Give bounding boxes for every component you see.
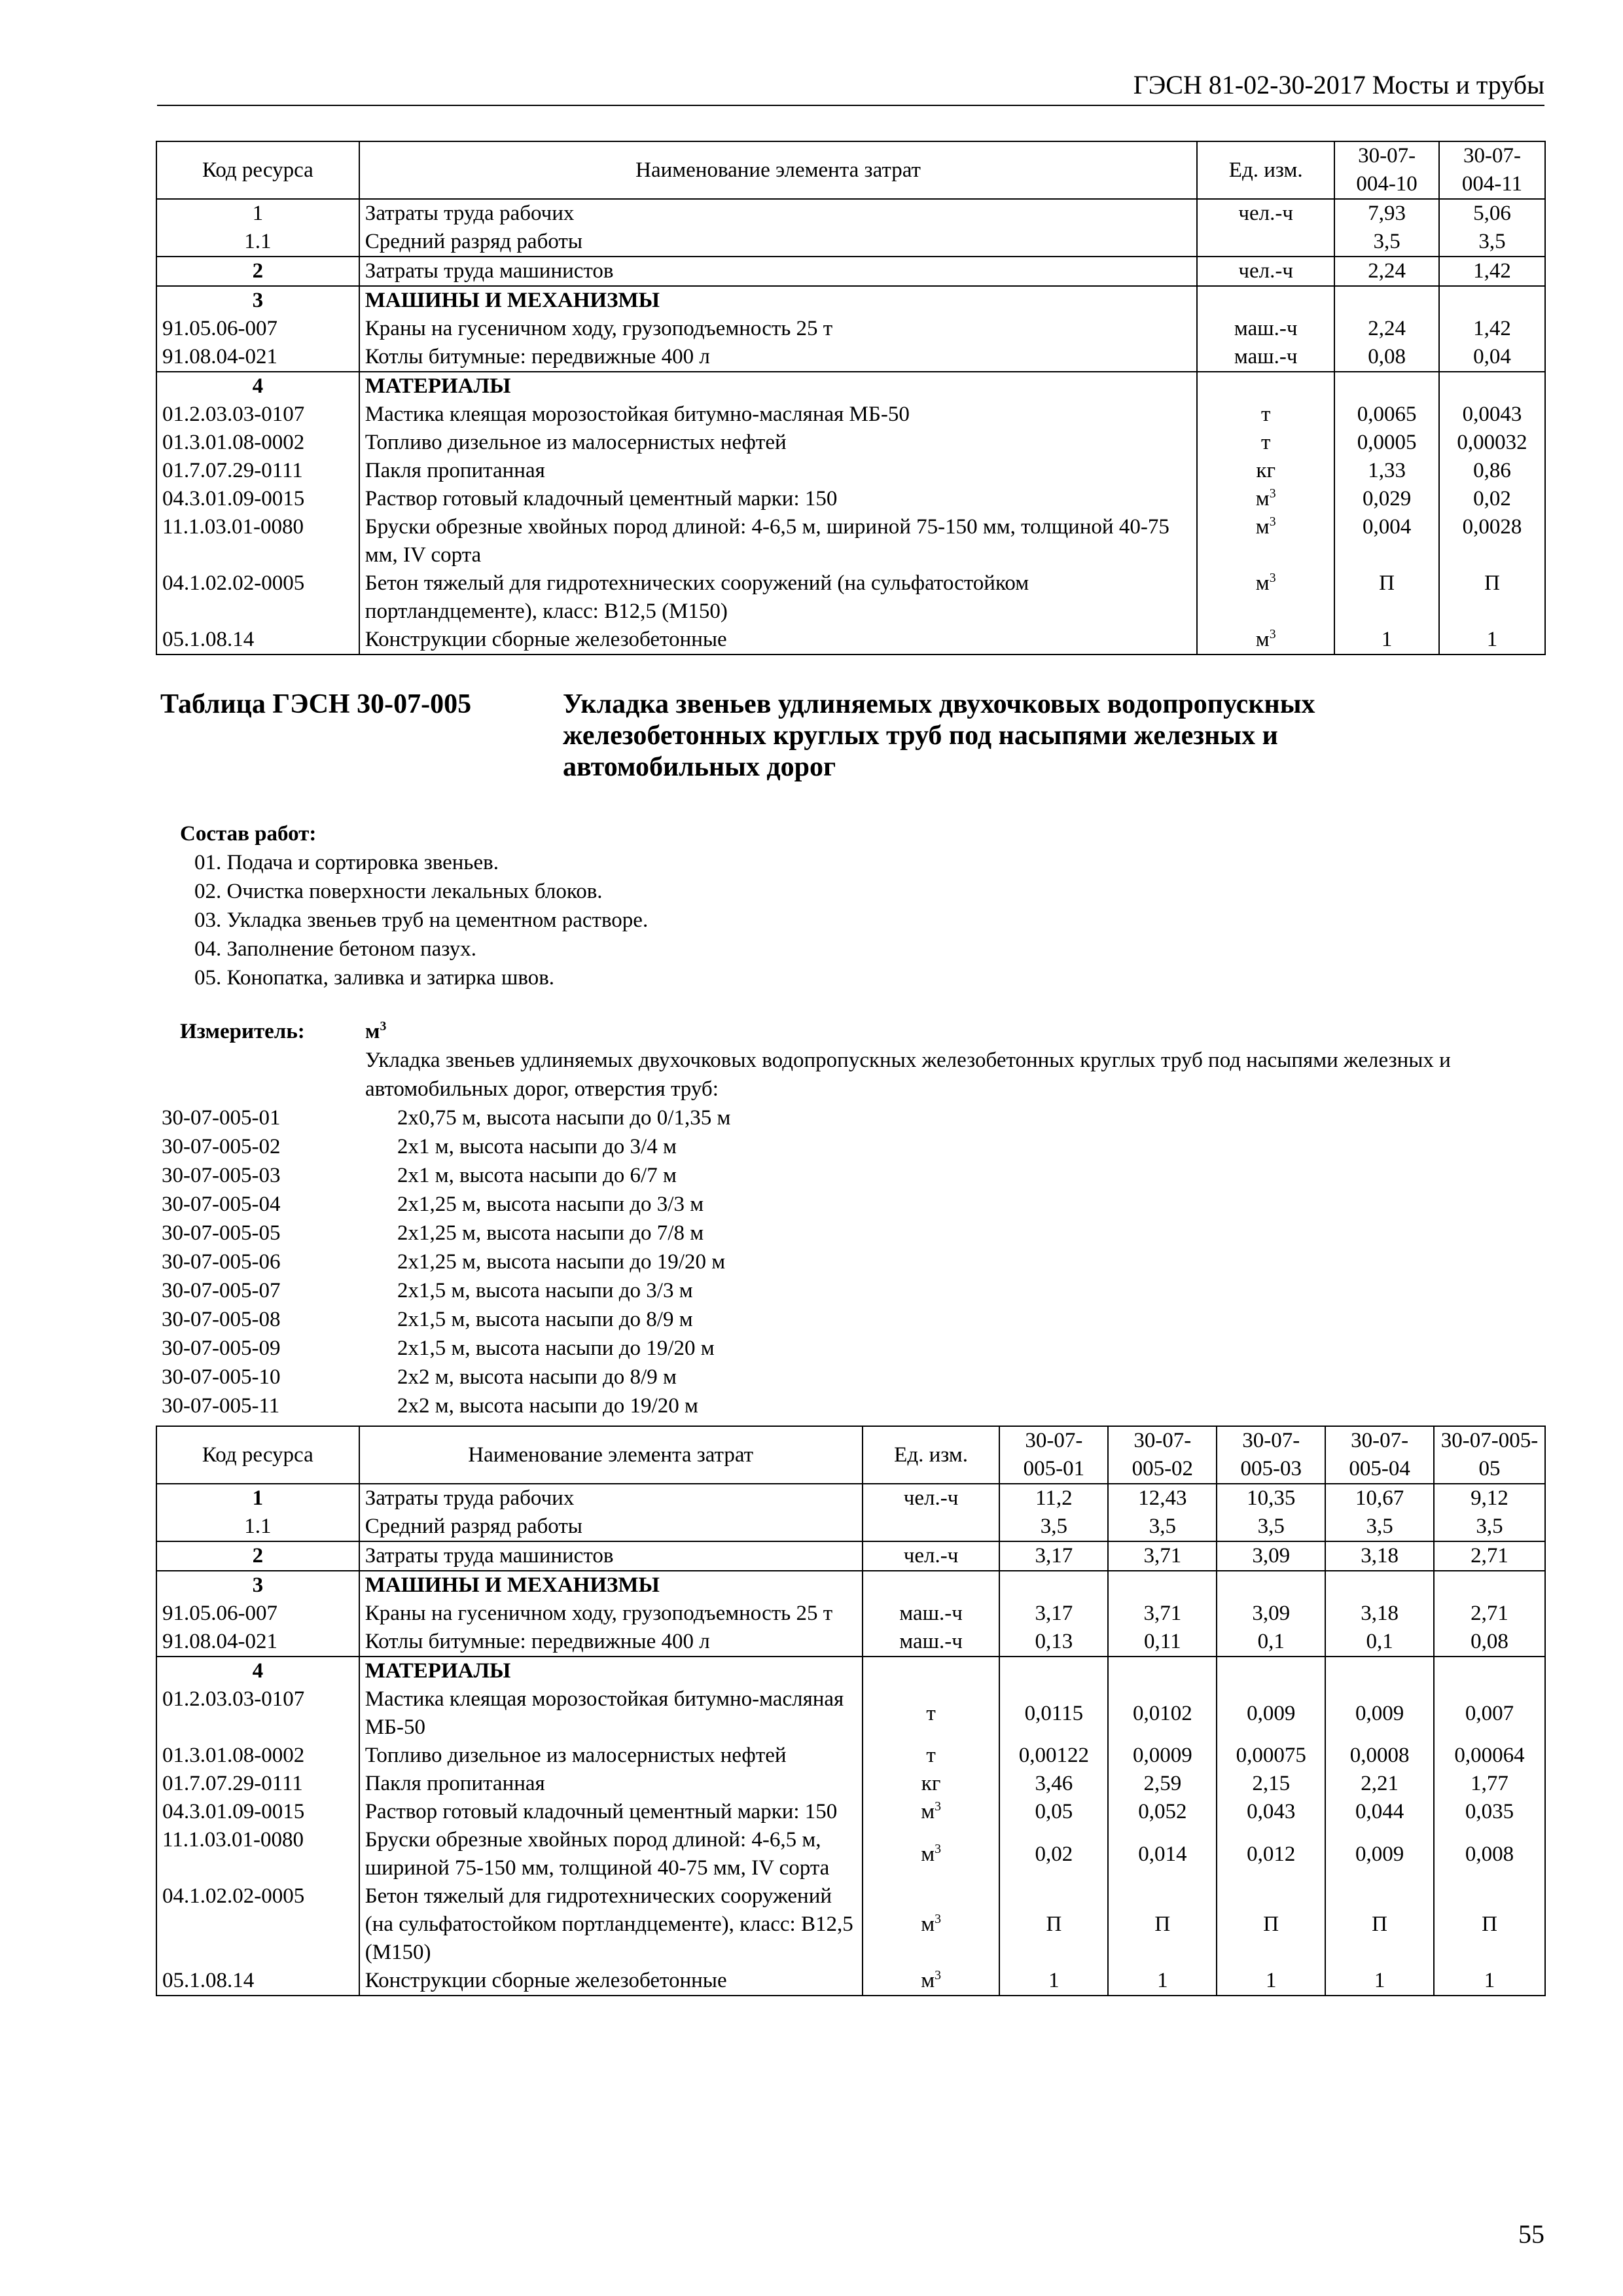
- measure-label: Измеритель:: [180, 1020, 305, 1043]
- resource-value: П: [1434, 1882, 1545, 1967]
- resource-value: 0,08: [1334, 343, 1439, 372]
- resource-code: 4: [156, 1657, 359, 1685]
- table-row: [156, 1657, 1545, 1685]
- resource-value: 0,043: [1217, 1798, 1325, 1826]
- table-row: [156, 1770, 1545, 1798]
- section-heading: МАШИНЫ И МЕХАНИЗМЫ: [359, 1571, 863, 1600]
- norm-text: 2х1,25 м, высота насыпи до 7/8 м: [397, 1221, 704, 1245]
- resource-code: 3: [156, 1571, 359, 1600]
- resource-value: 1,33: [1334, 457, 1439, 485]
- code-row: [162, 1276, 730, 1305]
- resource-unit: маш.-ч: [863, 1600, 1000, 1628]
- resource-unit: чел.-ч: [1197, 199, 1334, 228]
- col-header-code: Код ресурса: [156, 1426, 359, 1484]
- norm-text: 2х1,5 м, высота насыпи до 19/20 м: [397, 1336, 715, 1360]
- resource-value: 3,71: [1108, 1541, 1217, 1571]
- work-item: 05. Конопатка, заливка и затирка швов.: [194, 966, 555, 990]
- resource-value: 0,007: [1434, 1685, 1545, 1742]
- resource-name: Котлы битумные: передвижные 400 л: [359, 343, 1198, 372]
- resource-code: 2: [156, 257, 359, 286]
- resource-value: 0,0043: [1439, 401, 1545, 429]
- norm-code: 30-07-005-06: [162, 1250, 281, 1274]
- resource-name: Конструкции сборные железобетонные: [359, 626, 1198, 655]
- resource-code: 01.3.01.08-0002: [156, 429, 359, 457]
- col-header-value: 30-07-004-11: [1439, 141, 1545, 199]
- table-header-row: [156, 1426, 1545, 1484]
- resource-name: Топливо дизельное из малосернистых нефтей: [359, 429, 1198, 457]
- resource-unit: $м^3$: [863, 1967, 1000, 1996]
- resource-value: 2,71: [1434, 1541, 1545, 1571]
- resource-value: 2,15: [1217, 1770, 1325, 1798]
- norm-code: 30-07-005-02: [162, 1135, 281, 1158]
- resource-value: 0,86: [1439, 457, 1545, 485]
- resource-code: 91.05.06-007: [156, 315, 359, 343]
- code-row: [162, 1132, 730, 1161]
- resource-value: 0,009: [1325, 1826, 1434, 1882]
- norm-text: 2х2 м, высота насыпи до 19/20 м: [397, 1394, 698, 1418]
- resource-value: 10,35: [1217, 1484, 1325, 1513]
- resource-value: 1: [999, 1967, 1108, 1996]
- norm-code: 30-07-005-07: [162, 1279, 281, 1302]
- resource-value: 10,67: [1325, 1484, 1434, 1513]
- code-row: [162, 1190, 730, 1219]
- resource-value: 0,0028: [1439, 513, 1545, 569]
- col-header-name: Наименование элемента затрат: [359, 1426, 863, 1484]
- resource-unit: $м^3$: [1197, 569, 1334, 626]
- table-row: [156, 1600, 1545, 1628]
- resource-code: 05.1.08.14: [156, 626, 359, 655]
- resource-value: 0,0008: [1325, 1742, 1434, 1770]
- resource-value: 3,5: [1334, 228, 1439, 257]
- col-header-value: 30-07-005-02: [1108, 1426, 1217, 1484]
- measure-unit: $м^3$: [365, 1019, 387, 1043]
- norm-code: 30-07-005-10: [162, 1365, 281, 1389]
- col-header-unit: Ед. изм.: [863, 1426, 1000, 1484]
- table-row: [156, 1882, 1545, 1967]
- resource-value: 0,04: [1439, 343, 1545, 372]
- table-row: [156, 1484, 1545, 1513]
- section-heading: МАТЕРИАЛЫ: [359, 372, 1198, 401]
- norm-text: 2х1 м, высота насыпи до 6/7 м: [397, 1164, 677, 1187]
- resource-value: [1108, 1571, 1217, 1600]
- code-row: [162, 1305, 730, 1334]
- resource-code: 11.1.03.01-0080: [156, 1826, 359, 1882]
- table-header-row: [156, 141, 1545, 199]
- resource-value: П: [1325, 1882, 1434, 1967]
- resource-name: Бруски обрезные хвойных пород длиной: 4-6,5 м, шириной 75-150 мм, толщиной 40-75 мм, IV сорта: [359, 513, 1198, 569]
- page-number: 55: [1518, 2219, 1544, 2249]
- table-row: [156, 199, 1545, 228]
- work-item: 02. Очистка поверхности лекальных блоков.: [194, 880, 603, 903]
- table-row: [156, 1742, 1545, 1770]
- table-row: [156, 1826, 1545, 1882]
- resource-value: [1108, 1657, 1217, 1685]
- resource-name: Пакля пропитанная: [359, 1770, 863, 1798]
- col-header-value: 30-07-005-04: [1325, 1426, 1434, 1484]
- resource-value: 3,18: [1325, 1600, 1434, 1628]
- resource-code: 4: [156, 372, 359, 401]
- resource-code: 01.7.07.29-0111: [156, 1770, 359, 1798]
- table-row: [156, 1967, 1545, 1996]
- resource-value: 3,09: [1217, 1600, 1325, 1628]
- resource-code: 1.1: [156, 228, 359, 257]
- resource-value: 2,24: [1334, 257, 1439, 286]
- table-row: [156, 429, 1545, 457]
- resource-unit: кг: [1197, 457, 1334, 485]
- table-row: [156, 1571, 1545, 1600]
- resource-value: 0,11: [1108, 1628, 1217, 1657]
- resource-unit: т: [1197, 429, 1334, 457]
- code-row: [162, 1161, 730, 1190]
- resource-value: 1: [1439, 626, 1545, 655]
- code-row: [162, 1363, 730, 1391]
- resource-unit: маш.-ч: [1197, 315, 1334, 343]
- resource-value: 0,1: [1325, 1628, 1434, 1657]
- resource-code: 91.05.06-007: [156, 1600, 359, 1628]
- resource-name: Затраты труда рабочих: [359, 1484, 863, 1513]
- col-header-value: 30-07-005-03: [1217, 1426, 1325, 1484]
- resource-table-004: [156, 141, 1546, 655]
- resource-value: 3,18: [1325, 1541, 1434, 1571]
- resource-value: 11,2: [999, 1484, 1108, 1513]
- resource-unit: т: [863, 1742, 1000, 1770]
- table-row: [156, 372, 1545, 401]
- resource-name: Затраты труда рабочих: [359, 199, 1198, 228]
- page-header: [157, 65, 1544, 106]
- norm-code: 30-07-005-04: [162, 1193, 281, 1216]
- norm-code: 30-07-005-09: [162, 1336, 281, 1360]
- table-row: [156, 257, 1545, 286]
- resource-code: 05.1.08.14: [156, 1967, 359, 1996]
- table-row: [156, 485, 1545, 513]
- resource-value: [1325, 1571, 1434, 1600]
- resource-value: 3,5: [1108, 1513, 1217, 1541]
- work-item: 01. Подача и сортировка звеньев.: [194, 851, 499, 874]
- col-header-code: Код ресурса: [156, 141, 359, 199]
- table-row: [156, 228, 1545, 257]
- resource-value: 0,1: [1217, 1628, 1325, 1657]
- resource-value: 1: [1325, 1967, 1434, 1996]
- table-row: [156, 1513, 1545, 1541]
- resource-value: [1434, 1657, 1545, 1685]
- resource-value: 0,0115: [999, 1685, 1108, 1742]
- resource-value: 0,0009: [1108, 1742, 1217, 1770]
- resource-code: 2: [156, 1541, 359, 1571]
- resource-unit: маш.-ч: [863, 1628, 1000, 1657]
- section-heading: МАШИНЫ И МЕХАНИЗМЫ: [359, 286, 1198, 315]
- resource-name: Бруски обрезные хвойных пород длиной: 4-6,5 м, шириной 75-150 мм, толщиной 40-75 мм, IV сорта: [359, 1826, 863, 1882]
- table-row: [156, 315, 1545, 343]
- resource-name: Бетон тяжелый для гидротехнических сооружений (на сульфатостойком портландцементе), класс: В12,5 (М150): [359, 1882, 863, 1967]
- resource-name: Раствор готовый кладочный цементный марки: 150: [359, 485, 1198, 513]
- resource-code: 91.08.04-021: [156, 343, 359, 372]
- resource-unit: т: [1197, 401, 1334, 429]
- resource-code: 01.3.01.08-0002: [156, 1742, 359, 1770]
- resource-unit: т: [863, 1685, 1000, 1742]
- code-row: [162, 1391, 730, 1420]
- code-row: [162, 1103, 730, 1132]
- resource-name: Раствор готовый кладочный цементный марки: 150: [359, 1798, 863, 1826]
- resource-name: Бетон тяжелый для гидротехнических сооружений (на сульфатостойком портландцементе), класс: В12,5 (М150): [359, 569, 1198, 626]
- resource-code: 3: [156, 286, 359, 315]
- resource-value: 1,42: [1439, 257, 1545, 286]
- resource-code: 91.08.04-021: [156, 1628, 359, 1657]
- works-list: [180, 819, 648, 992]
- resource-value: П: [1108, 1882, 1217, 1967]
- resource-value: 2,71: [1434, 1600, 1545, 1628]
- norm-text: 2х1,25 м, высота насыпи до 3/3 м: [397, 1193, 704, 1216]
- resource-code: 1: [156, 1484, 359, 1513]
- table-row: [156, 343, 1545, 372]
- resource-value: 3,5: [1439, 228, 1545, 257]
- resource-name: Мастика клеящая морозостойкая битумно-масляная МБ-50: [359, 401, 1198, 429]
- norm-code: 30-07-005-05: [162, 1221, 281, 1245]
- document-title: ГЭСН 81-02-30-2017 Мосты и трубы: [1133, 70, 1544, 99]
- resource-value: [999, 1571, 1108, 1600]
- resource-table-005: [156, 1426, 1546, 1996]
- table-row: [156, 626, 1545, 655]
- resource-unit: [863, 1657, 1000, 1685]
- code-row: [162, 1247, 730, 1276]
- work-item: 04. Заполнение бетоном пазух.: [194, 937, 477, 961]
- table-row: [156, 513, 1545, 569]
- resource-value: 1: [1434, 1967, 1545, 1996]
- resource-unit: $м^3$: [863, 1826, 1000, 1882]
- resource-value: 3,17: [999, 1541, 1108, 1571]
- resource-value: [1434, 1571, 1545, 1600]
- resource-value: 7,93: [1334, 199, 1439, 228]
- table-row: [156, 1685, 1545, 1742]
- resource-code: 04.3.01.09-0015: [156, 1798, 359, 1826]
- resource-value: 3,5: [999, 1513, 1108, 1541]
- norm-code: 30-07-005-01: [162, 1106, 281, 1130]
- resource-name: Средний разряд работы: [359, 1513, 863, 1541]
- resource-value: 0,008: [1434, 1826, 1545, 1882]
- resource-code: 1: [156, 199, 359, 228]
- resource-value: 1,77: [1434, 1770, 1545, 1798]
- col-header-name: Наименование элемента затрат: [359, 141, 1198, 199]
- resource-value: 5,06: [1439, 199, 1545, 228]
- resource-unit: чел.-ч: [1197, 257, 1334, 286]
- resource-value: 3,17: [999, 1600, 1108, 1628]
- resource-value: 0,035: [1434, 1798, 1545, 1826]
- resource-name: Мастика клеящая морозостойкая битумно-масляная МБ-50: [359, 1685, 863, 1742]
- resource-value: [999, 1657, 1108, 1685]
- resource-code: 1.1: [156, 1513, 359, 1541]
- col-header-value: 30-07-005-01: [999, 1426, 1108, 1484]
- resource-value: 2,59: [1108, 1770, 1217, 1798]
- resource-value: 1: [1108, 1967, 1217, 1996]
- resource-unit: чел.-ч: [863, 1541, 1000, 1571]
- resource-value: 1,42: [1439, 315, 1545, 343]
- code-row: [162, 1219, 730, 1247]
- resource-value: 0,0005: [1334, 429, 1439, 457]
- resource-value: 1: [1217, 1967, 1325, 1996]
- resource-code: 04.1.02.02-0005: [156, 569, 359, 626]
- table-label: Таблица ГЭСН 30-07-005: [160, 689, 472, 719]
- resource-value: [1325, 1657, 1434, 1685]
- resource-unit: $м^3$: [863, 1882, 1000, 1967]
- norm-code: 30-07-005-03: [162, 1164, 281, 1187]
- resource-value: 0,052: [1108, 1798, 1217, 1826]
- norm-text: 2х1,5 м, высота насыпи до 8/9 м: [397, 1308, 693, 1331]
- code-list: [162, 1103, 730, 1420]
- resource-unit: $м^3$: [1197, 485, 1334, 513]
- resource-value: П: [1334, 569, 1439, 626]
- resource-code: 01.7.07.29-0111: [156, 457, 359, 485]
- resource-unit: $м^3$: [1197, 626, 1334, 655]
- col-header-value: 30-07-004-10: [1334, 141, 1439, 199]
- table-row: [156, 286, 1545, 315]
- resource-name: Пакля пропитанная: [359, 457, 1198, 485]
- norm-text: 2х1,5 м, высота насыпи до 3/3 м: [397, 1279, 693, 1302]
- resource-value: [1217, 1571, 1325, 1600]
- table-row: [156, 1798, 1545, 1826]
- resource-name: Краны на гусеничном ходу, грузоподъемность 25 т: [359, 315, 1198, 343]
- resource-name: Котлы битумные: передвижные 400 л: [359, 1628, 863, 1657]
- resource-value: 0,13: [999, 1628, 1108, 1657]
- resource-name: Средний разряд работы: [359, 228, 1198, 257]
- resource-value: 0,029: [1334, 485, 1439, 513]
- resource-code: 04.3.01.09-0015: [156, 485, 359, 513]
- table-row: [156, 401, 1545, 429]
- resource-value: [1217, 1657, 1325, 1685]
- resource-value: 0,00075: [1217, 1742, 1325, 1770]
- resource-value: 0,02: [1439, 485, 1545, 513]
- norm-text: 2х0,75 м, высота насыпи до 0/1,35 м: [397, 1106, 731, 1130]
- resource-code: 01.2.03.03-0107: [156, 1685, 359, 1742]
- section-heading: МАТЕРИАЛЫ: [359, 1657, 863, 1685]
- resource-value: 0,044: [1325, 1798, 1434, 1826]
- resource-unit: маш.-ч: [1197, 343, 1334, 372]
- resource-value: 2,24: [1334, 315, 1439, 343]
- resource-unit: [1197, 228, 1334, 257]
- resource-value: 0,00032: [1439, 429, 1545, 457]
- table-row: [156, 569, 1545, 626]
- table-row: [156, 1541, 1545, 1571]
- norm-code: 30-07-005-08: [162, 1308, 281, 1331]
- resource-value: 3,71: [1108, 1600, 1217, 1628]
- resource-value: 0,00064: [1434, 1742, 1545, 1770]
- table-row: [156, 457, 1545, 485]
- work-item: 03. Укладка звеньев труб на цементном растворе.: [194, 908, 649, 932]
- measure-description: Укладка звеньев удлиняемых двухочковых водопропускных железобетонных круглых труб под насыпями железных и автомобильных дорог, отверстия труб:: [365, 1049, 1451, 1101]
- norm-text: 2х2 м, высота насыпи до 8/9 м: [397, 1365, 677, 1389]
- resource-value: П: [999, 1882, 1108, 1967]
- resource-value: П: [1217, 1882, 1325, 1967]
- norm-text: 2х1,25 м, высота насыпи до 19/20 м: [397, 1250, 726, 1274]
- col-header-value: 30-07-005-05: [1434, 1426, 1545, 1484]
- resource-name: Топливо дизельное из малосернистых нефтей: [359, 1742, 863, 1770]
- resource-value: 3,5: [1217, 1513, 1325, 1541]
- resource-value: 0,0065: [1334, 401, 1439, 429]
- resource-value: 12,43: [1108, 1484, 1217, 1513]
- resource-code: 04.1.02.02-0005: [156, 1882, 359, 1967]
- resource-value: 0,05: [999, 1798, 1108, 1826]
- table-caption: Укладка звеньев удлиняемых двухочковых водопропускных железобетонных круглых труб под насыпями железных и автомобильных дорог: [563, 689, 1315, 782]
- resource-unit: [863, 1571, 1000, 1600]
- resource-name: Конструкции сборные железобетонные: [359, 1967, 863, 1996]
- resource-value: 0,00122: [999, 1742, 1108, 1770]
- resource-value: 0,012: [1217, 1826, 1325, 1882]
- resource-unit: $м^3$: [863, 1798, 1000, 1826]
- col-header-unit: Ед. изм.: [1197, 141, 1334, 199]
- resource-name: Затраты труда машинистов: [359, 257, 1198, 286]
- resource-value: 3,5: [1434, 1513, 1545, 1541]
- resource-code: 01.2.03.03-0107: [156, 401, 359, 429]
- code-row: [162, 1334, 730, 1363]
- norm-text: 2х1 м, высота насыпи до 3/4 м: [397, 1135, 677, 1158]
- resource-unit: $м^3$: [1197, 513, 1334, 569]
- resource-code: 11.1.03.01-0080: [156, 513, 359, 569]
- resource-value: 3,46: [999, 1770, 1108, 1798]
- norm-code: 30-07-005-11: [162, 1394, 280, 1418]
- resource-unit: [863, 1513, 1000, 1541]
- resource-name: Краны на гусеничном ходу, грузоподъемность 25 т: [359, 1600, 863, 1628]
- resource-value: 0,009: [1325, 1685, 1434, 1742]
- resource-value: 3,5: [1325, 1513, 1434, 1541]
- resource-name: Затраты труда машинистов: [359, 1541, 863, 1571]
- resource-value: 3,09: [1217, 1541, 1325, 1571]
- resource-value: 0,004: [1334, 513, 1439, 569]
- resource-value: 2,21: [1325, 1770, 1434, 1798]
- resource-unit: кг: [863, 1770, 1000, 1798]
- works-heading: Состав работ:: [180, 822, 317, 846]
- resource-value: П: [1439, 569, 1545, 626]
- resource-value: 0,02: [999, 1826, 1108, 1882]
- resource-value: 0,009: [1217, 1685, 1325, 1742]
- resource-value: 1: [1334, 626, 1439, 655]
- resource-value: 0,014: [1108, 1826, 1217, 1882]
- table-row: [156, 1628, 1545, 1657]
- resource-value: 0,08: [1434, 1628, 1545, 1657]
- resource-value: 9,12: [1434, 1484, 1545, 1513]
- resource-value: 0,0102: [1108, 1685, 1217, 1742]
- resource-unit: чел.-ч: [863, 1484, 1000, 1513]
